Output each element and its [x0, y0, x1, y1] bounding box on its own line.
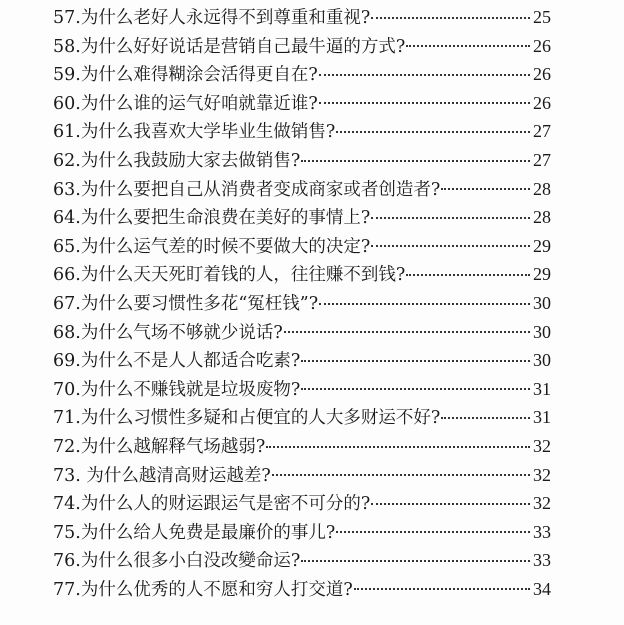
toc-entry [53, 518, 551, 547]
toc-entry-page: 34 [533, 578, 551, 599]
toc-entry-title: 68.为什么气场不够就少说话? [53, 322, 283, 343]
toc-entry [53, 432, 551, 461]
toc-entry-title: 76.为什么很多小白没改變命运? [53, 551, 301, 572]
toc-entry [53, 318, 551, 347]
table-of-contents [53, 3, 551, 603]
toc-entry-page: 30 [533, 350, 551, 371]
toc-entry [53, 89, 551, 118]
dot-leader [371, 17, 530, 19]
toc-entry-page: 30 [533, 321, 551, 342]
toc-entry-title: 65.为什么运气差的时候不要做大的决定? [53, 236, 371, 257]
dot-leader [354, 588, 530, 590]
dot-leader [301, 388, 530, 390]
toc-entry-title: 74.为什么人的财运跟运气是密不可分的? [53, 494, 371, 515]
toc-entry-title: 59.为什么难得糊涂会活得更自在? [53, 65, 318, 86]
toc-entry-page: 27 [533, 121, 551, 142]
toc-entry-page: 33 [533, 550, 551, 571]
toc-entry-page: 32 [533, 464, 551, 485]
toc-entry [53, 3, 551, 32]
dot-leader [301, 360, 530, 362]
toc-entry-title: 62.为什么我鼓励大家去做销售? [53, 150, 301, 171]
toc-entry [53, 60, 551, 89]
toc-entry-title: 64.为什么要把生命浪费在美好的事情上? [53, 208, 371, 229]
dot-leader [284, 331, 530, 333]
dot-leader [272, 474, 530, 476]
toc-entry-title: 75.为什么给人免费是最廉价的事儿? [53, 522, 336, 543]
toc-entry-page: 30 [533, 292, 551, 313]
toc-entry [53, 289, 551, 318]
dot-leader [336, 531, 530, 533]
toc-entry-title: 57.为什么老好人永远得不到尊重和重视? [53, 8, 371, 28]
toc-entry-title: 61.为什么我喜欢大学毕业生做销售? [53, 122, 336, 143]
toc-entry [53, 32, 551, 61]
toc-entry [53, 146, 551, 175]
dot-leader [319, 303, 530, 305]
toc-entry-page: 26 [533, 92, 551, 113]
toc-entry-title: 60.为什么谁的运气好咱就靠近谁? [53, 93, 318, 114]
toc-entry [53, 232, 551, 261]
dot-leader [371, 503, 530, 505]
toc-entry [53, 461, 551, 490]
toc-entry-page: 33 [533, 521, 551, 542]
dot-leader [319, 102, 530, 104]
dot-leader [441, 188, 530, 190]
toc-entry-title: 66.为什么天天死盯着钱的人，往往赚不到钱? [53, 265, 406, 286]
toc-entry [53, 375, 551, 404]
toc-entry [53, 175, 551, 204]
toc-entry-page: 26 [533, 64, 551, 85]
toc-entry [53, 117, 551, 146]
toc-entry-page: 26 [533, 35, 551, 56]
toc-entry-page: 25 [533, 7, 551, 27]
toc-entry-title: 72.为什么越解释气场越弱? [53, 436, 266, 457]
dot-leader [266, 446, 530, 448]
dot-leader [371, 217, 530, 219]
toc-entry-title: 58.为什么好好说话是营销自己最牛逼的方式? [53, 36, 406, 57]
toc-entry-title: 70.为什么不赚钱就是垃圾废物? [53, 379, 301, 400]
toc-entry-page: 31 [533, 378, 551, 399]
toc-entry-page: 29 [533, 235, 551, 256]
dot-leader [319, 74, 530, 76]
toc-entry [53, 203, 551, 232]
toc-entry-title: 63.为什么要把自己从消费者变成商家或者创造者? [53, 179, 441, 200]
toc-entry-page: 32 [533, 493, 551, 514]
toc-entry-page: 27 [533, 149, 551, 170]
toc-entry [53, 575, 551, 604]
toc-entry [53, 346, 551, 375]
dot-leader [441, 417, 530, 419]
toc-entry [53, 546, 551, 575]
toc-entry-title: 69.为什么不是人人都适合吃素? [53, 351, 301, 372]
toc-entry [53, 260, 551, 289]
toc-entry-title: 67.为什么要习惯性多花“冤枉钱”? [53, 293, 319, 314]
toc-entry-page: 32 [533, 435, 551, 456]
toc-entry-page: 28 [533, 178, 551, 199]
dot-leader [406, 45, 530, 47]
toc-entry-title: 77.为什么优秀的人不愿和穷人打交道? [53, 579, 353, 600]
dot-leader [301, 560, 530, 562]
toc-entry [53, 489, 551, 518]
toc-entry-title: 73. 为什么越清高财运越差? [53, 465, 271, 486]
dot-leader [301, 160, 530, 162]
toc-entry-page: 28 [533, 207, 551, 228]
toc-entry-page: 31 [533, 407, 551, 428]
dot-leader [336, 131, 530, 133]
dot-leader [406, 274, 530, 276]
toc-entry-page: 29 [533, 264, 551, 285]
toc-entry [53, 403, 551, 432]
dot-leader [371, 245, 530, 247]
toc-entry-title: 71.为什么习惯性多疑和占便宜的人大多财运不好? [53, 408, 441, 429]
